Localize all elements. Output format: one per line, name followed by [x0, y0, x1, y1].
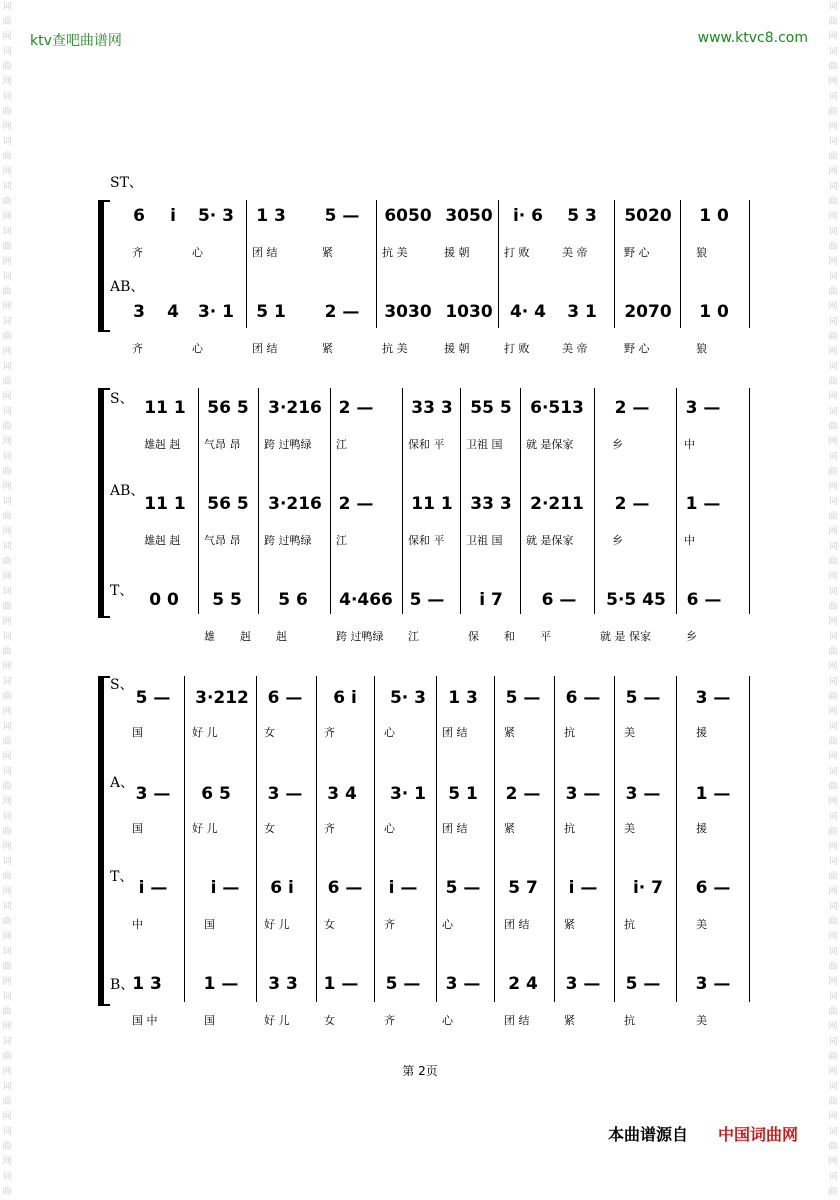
note-group: 3 — — [625, 784, 661, 804]
note-group: 3050 — [445, 206, 493, 226]
part-label: T、 — [110, 869, 134, 885]
note-group: i· 6 — [512, 206, 544, 226]
lyric: 援 — [696, 822, 707, 835]
note-group: 6 i — [270, 878, 294, 898]
barline — [436, 676, 437, 1002]
note-group: 3· 1 — [389, 784, 427, 804]
staff-notes-row — [0, 590, 840, 614]
lyrics-row — [0, 532, 840, 548]
note-group: 33 3 — [411, 398, 453, 418]
note-group: 3· 1 — [197, 302, 235, 322]
part-label: ST、 — [110, 175, 143, 191]
lyric: 保和 平 — [408, 438, 445, 451]
note-group: 2·211 — [530, 494, 584, 514]
barline — [749, 200, 750, 328]
note-group: 2 4 — [508, 974, 538, 994]
header-url[interactable]: www.ktvc8.com — [697, 30, 808, 46]
lyric: 女 — [264, 726, 275, 739]
note-group: 5 — — [445, 878, 481, 898]
note-group: 3 — — [685, 398, 721, 418]
note-group: 5 1 — [448, 784, 478, 804]
lyric: 齐 — [324, 726, 335, 739]
note-group: 3 — — [565, 974, 601, 994]
right-watermark-strip: 词 曲 网 词 曲 网 词 曲 网 词 曲 网 词 曲 网 词 曲 网 词 曲 网 词 曲 网 词 曲 网 词 曲 网 词 曲 网 词 曲 网 词 曲 网 词 曲 网 词 曲 网 词 曲 网 词 曲 网 词 曲 网 词 曲 网 词 曲 网 词 曲 网 词 曲 网 词 曲 网 词 曲 网 词 曲 网 词 曲 网 词 曲 — [828, 2, 838, 1197]
note-group: 5 — — [324, 206, 360, 226]
note-group: 6 — — [541, 590, 577, 610]
lyric: 卫祖 国 — [466, 534, 503, 547]
note-group: 1 0 — [699, 206, 729, 226]
staff-notes-row — [0, 302, 840, 326]
note-group: 2 — — [614, 398, 650, 418]
lyric: 狼 — [696, 246, 707, 259]
note-group: 4· 4 — [509, 302, 547, 322]
note-group: 6 — [133, 206, 145, 226]
footer-source-label: 本曲谱源自 — [608, 1125, 689, 1144]
part-label: A、 — [110, 775, 135, 791]
lyric: 抗 — [624, 918, 635, 931]
note-group: 2 — — [338, 398, 374, 418]
lyric: 江 — [408, 630, 419, 643]
barline — [554, 676, 555, 1002]
lyric: 抗 — [624, 1014, 635, 1027]
lyric: 齐 — [384, 1014, 395, 1027]
lyric: 中 — [132, 918, 143, 931]
lyric: 中 — [684, 438, 695, 451]
lyric: 齐 — [384, 918, 395, 931]
part-label: T、 — [110, 583, 134, 599]
staff-notes-row — [0, 688, 840, 712]
note-group: 6·513 — [530, 398, 584, 418]
note-group: i 7 — [479, 590, 503, 610]
note-group: 6 i — [333, 688, 357, 708]
lyric: 女 — [324, 1014, 335, 1027]
barline — [376, 200, 377, 328]
lyric: 乡 — [612, 438, 623, 451]
lyric: 国 — [132, 726, 143, 739]
lyric: 野 心 — [624, 246, 650, 259]
barline — [749, 388, 750, 614]
lyric: 心 — [384, 726, 395, 739]
staff-notes-row — [0, 398, 840, 422]
staff-notes-row — [0, 206, 840, 230]
barline — [402, 388, 403, 614]
note-group: 5 1 — [256, 302, 286, 322]
lyric: 野 心 — [624, 342, 650, 355]
staff-notes-row — [0, 494, 840, 518]
note-group: 6 — — [327, 878, 363, 898]
lyric: 心 — [192, 246, 203, 259]
note-group: 3 — — [695, 974, 731, 994]
lyric: 国 中 — [132, 1014, 158, 1027]
note-group: 11 1 — [144, 494, 186, 514]
note-group: 5 5 — [212, 590, 242, 610]
lyric: 赳 — [240, 630, 251, 643]
note-group: 3 — — [695, 688, 731, 708]
staff-notes-row — [0, 878, 840, 902]
lyric: 好 儿 — [264, 918, 290, 931]
note-group: 11 1 — [411, 494, 453, 514]
note-group: 3 — — [445, 974, 481, 994]
lyric: 雄赳 赳 — [144, 438, 181, 451]
lyric: 保 — [468, 630, 479, 643]
lyric: 援 朝 — [444, 246, 470, 259]
lyric: 援 — [696, 726, 707, 739]
lyric: 心 — [384, 822, 395, 835]
left-watermark-strip: 词 曲 网 词 曲 网 词 曲 网 词 曲 网 词 曲 网 词 曲 网 词 曲 网 词 曲 网 词 曲 网 词 曲 网 词 曲 网 词 曲 网 词 曲 网 词 曲 网 词 曲 网 词 曲 网 词 曲 网 词 曲 网 词 曲 网 词 曲 网 词 曲 网 词 曲 网 词 曲 网 词 曲 网 词 曲 网 词 曲 网 词 曲 — [2, 2, 12, 1197]
barline — [330, 388, 331, 614]
note-group: 4·466 — [339, 590, 393, 610]
note-group: i — [170, 206, 176, 226]
note-group: i — — [210, 878, 240, 898]
lyric: 心 — [442, 918, 453, 931]
note-group: 5 — — [409, 590, 445, 610]
note-group: 5020 — [624, 206, 672, 226]
note-group: 55 5 — [470, 398, 512, 418]
lyric: 和 — [504, 630, 515, 643]
lyric: 美 — [624, 726, 635, 739]
lyric: 团 结 — [504, 1014, 530, 1027]
lyric: 气昂 昂 — [204, 534, 241, 547]
lyric: 抗 美 — [382, 342, 408, 355]
note-group: 1 3 — [132, 974, 162, 994]
note-group: 3 3 — [268, 974, 298, 994]
lyric: 美 — [624, 822, 635, 835]
lyrics-row — [0, 244, 840, 260]
lyric: 就 是 保家 — [600, 630, 651, 643]
lyric: 好 儿 — [192, 726, 218, 739]
note-group: 5·5 45 — [606, 590, 666, 610]
lyrics-row — [0, 1012, 840, 1028]
lyric: 女 — [324, 918, 335, 931]
lyric: 紧 — [504, 726, 515, 739]
barline — [498, 200, 499, 328]
barline — [614, 676, 615, 1002]
lyric: 紧 — [322, 342, 333, 355]
note-group: 3 — — [135, 784, 171, 804]
note-group: 1 — — [695, 784, 731, 804]
barline — [594, 388, 595, 614]
lyric: 狼 — [696, 342, 707, 355]
lyric: 乡 — [612, 534, 623, 547]
lyric: 女 — [264, 822, 275, 835]
note-group: 1 — — [685, 494, 721, 514]
lyrics-row — [0, 340, 840, 356]
note-group: 1 — — [323, 974, 359, 994]
note-group: 3030 — [384, 302, 432, 322]
lyric: 江 — [336, 438, 347, 451]
staff-notes-row — [0, 784, 840, 808]
note-group: 5 — — [625, 688, 661, 708]
lyric: 跨 过鸭绿 — [264, 534, 312, 547]
lyric: 气昂 昂 — [204, 438, 241, 451]
lyric: 国 — [204, 1014, 215, 1027]
header-site-name[interactable]: ktv查吧曲谱网 — [30, 33, 122, 49]
lyric: 紧 — [564, 1014, 575, 1027]
note-group: i· 7 — [632, 878, 664, 898]
lyric: 团 结 — [252, 342, 278, 355]
lyric: 团 结 — [252, 246, 278, 259]
lyric: 美 — [696, 918, 707, 931]
note-group: 3 — — [267, 784, 303, 804]
lyrics-row — [0, 916, 840, 932]
barline — [680, 200, 681, 328]
lyric: 齐 — [132, 342, 143, 355]
lyric: 团 结 — [442, 726, 468, 739]
lyric: 雄 — [204, 630, 215, 643]
note-group: 0 0 — [149, 590, 179, 610]
page-number: 第 2页 — [402, 1064, 438, 1078]
part-label: B、 — [110, 977, 135, 993]
barline — [256, 676, 257, 1002]
lyric: 美 帝 — [562, 246, 588, 259]
note-group: 5 3 — [567, 206, 597, 226]
note-group: i — — [388, 878, 418, 898]
note-group: i — — [568, 878, 598, 898]
lyric: 雄赳 赳 — [144, 534, 181, 547]
barline — [184, 676, 185, 1002]
lyric: 国 — [204, 918, 215, 931]
lyric: 打 败 — [504, 342, 530, 355]
part-label: S、 — [110, 677, 134, 693]
note-group: 5 — — [135, 688, 171, 708]
note-group: 6 — — [565, 688, 601, 708]
note-group: 5 7 — [508, 878, 538, 898]
note-group: 3·216 — [268, 494, 322, 514]
barline — [258, 388, 259, 614]
part-label: AB、 — [110, 279, 145, 295]
note-group: 3 — — [565, 784, 601, 804]
note-group: 5 — — [385, 974, 421, 994]
barline — [676, 388, 677, 614]
lyric: 中 — [684, 534, 695, 547]
note-group: 5· 3 — [389, 688, 427, 708]
note-group: 2070 — [624, 302, 672, 322]
lyric: 跨 过鸭绿 — [336, 630, 384, 643]
note-group: 6 5 — [201, 784, 231, 804]
lyric: 跨 过鸭绿 — [264, 438, 312, 451]
lyric: 援 朝 — [444, 342, 470, 355]
note-group: 5 — — [505, 688, 541, 708]
note-group: 11 1 — [144, 398, 186, 418]
note-group: 3 — [133, 302, 145, 322]
part-label: AB、 — [110, 483, 145, 499]
lyric: 紧 — [504, 822, 515, 835]
note-group: 2 — — [338, 494, 374, 514]
note-group: 6 — — [267, 688, 303, 708]
lyrics-row — [0, 436, 840, 452]
lyric: 保和 平 — [408, 534, 445, 547]
note-group: 6 — — [695, 878, 731, 898]
note-group: 4 — [167, 302, 179, 322]
note-group: 56 5 — [207, 494, 249, 514]
lyric: 就 是保家 — [526, 534, 574, 547]
barline — [494, 676, 495, 1002]
lyric: 齐 — [324, 822, 335, 835]
note-group: i — — [138, 878, 168, 898]
barline — [316, 676, 317, 1002]
lyric: 抗 — [564, 726, 575, 739]
barline — [676, 676, 677, 1002]
part-label: S、 — [110, 391, 134, 407]
lyrics-row — [0, 820, 840, 836]
barline — [460, 388, 461, 614]
lyric: 紧 — [322, 246, 333, 259]
barline — [749, 676, 750, 1002]
note-group: 56 5 — [207, 398, 249, 418]
note-group: 6 — — [686, 590, 722, 610]
lyric: 团 结 — [504, 918, 530, 931]
note-group: 3 4 — [327, 784, 357, 804]
lyric: 打 败 — [504, 246, 530, 259]
barline — [520, 388, 521, 614]
note-group: 5 — — [625, 974, 661, 994]
note-group: 5 6 — [278, 590, 308, 610]
note-group: 3·216 — [268, 398, 322, 418]
barline — [198, 388, 199, 614]
lyric: 美 帝 — [562, 342, 588, 355]
lyric: 抗 美 — [382, 246, 408, 259]
note-group: 1 3 — [256, 206, 286, 226]
note-group: 3·212 — [195, 688, 249, 708]
staff-notes-row — [0, 974, 840, 998]
note-group: 5· 3 — [197, 206, 235, 226]
note-group: 2 — — [324, 302, 360, 322]
footer-site-name[interactable]: 中国词曲网 — [718, 1125, 799, 1144]
note-group: 1 3 — [448, 688, 478, 708]
lyric: 就 是保家 — [526, 438, 574, 451]
lyric: 乡 — [686, 630, 697, 643]
barline — [246, 200, 247, 328]
note-group: 2 — — [614, 494, 650, 514]
lyric: 心 — [442, 1014, 453, 1027]
lyric: 抗 — [564, 822, 575, 835]
lyric: 好 儿 — [264, 1014, 290, 1027]
note-group: 6050 — [384, 206, 432, 226]
lyrics-row — [0, 628, 840, 644]
lyric: 紧 — [564, 918, 575, 931]
note-group: 33 3 — [470, 494, 512, 514]
lyrics-row — [0, 724, 840, 740]
note-group: 2 — — [505, 784, 541, 804]
lyric: 美 — [696, 1014, 707, 1027]
lyric: 平 — [540, 630, 551, 643]
lyric: 江 — [336, 534, 347, 547]
lyric: 好 儿 — [192, 822, 218, 835]
note-group: 1 — — [203, 974, 239, 994]
note-group: 3 1 — [567, 302, 597, 322]
lyric: 齐 — [132, 246, 143, 259]
lyric: 赳 — [276, 630, 287, 643]
note-group: 1 0 — [699, 302, 729, 322]
lyric: 国 — [132, 822, 143, 835]
barline — [614, 200, 615, 328]
lyric: 心 — [192, 342, 203, 355]
lyric: 卫祖 国 — [466, 438, 503, 451]
note-group: 1030 — [445, 302, 493, 322]
lyric: 团 结 — [442, 822, 468, 835]
barline — [374, 676, 375, 1002]
